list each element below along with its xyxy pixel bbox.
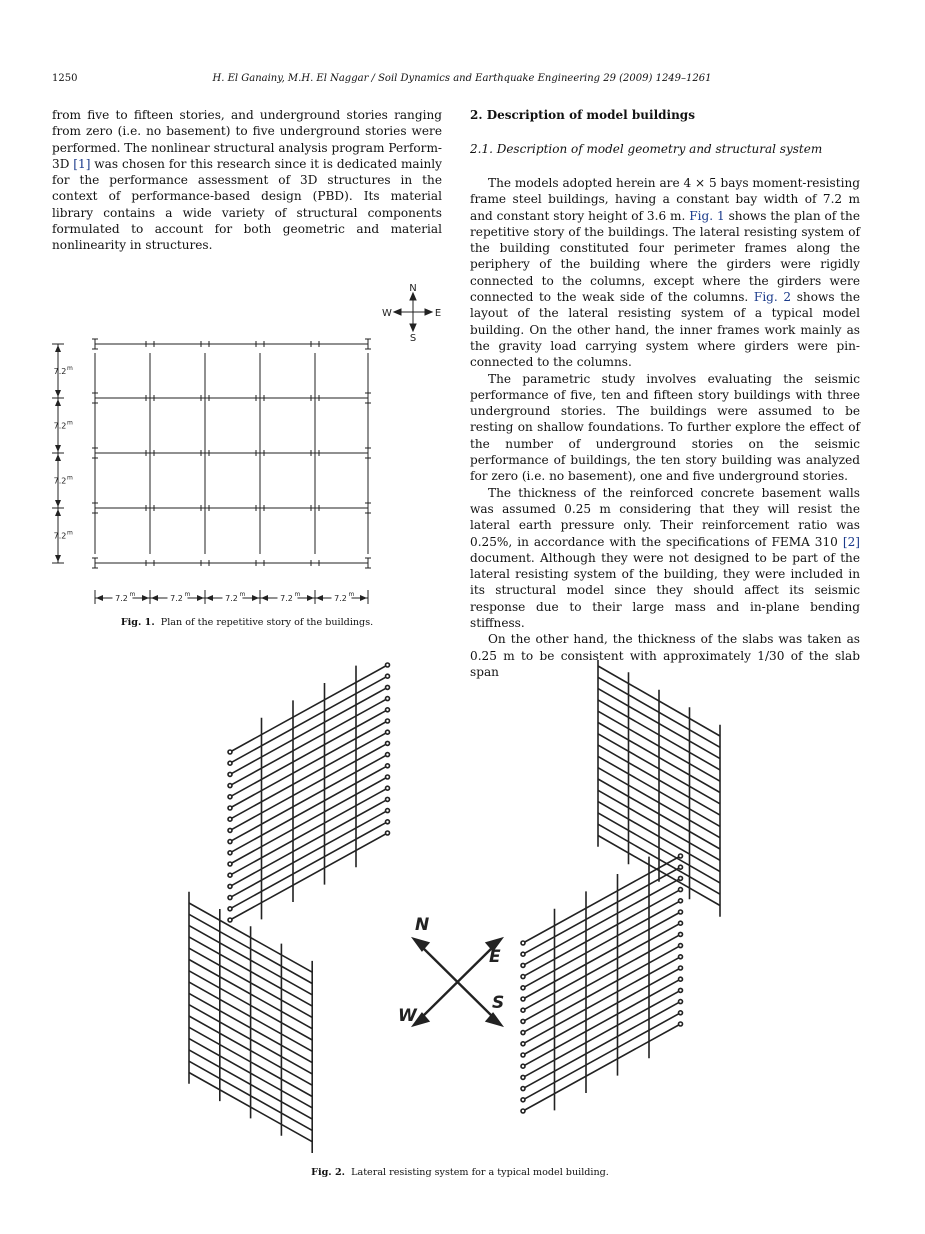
pin-connection bbox=[228, 907, 232, 911]
girder-line bbox=[523, 979, 681, 1066]
pin-connection bbox=[228, 828, 232, 832]
pin-connection bbox=[679, 932, 683, 936]
girder-line bbox=[523, 923, 681, 1010]
pin-connection bbox=[386, 697, 390, 701]
girder-line bbox=[230, 676, 388, 763]
pin-connection bbox=[386, 730, 390, 734]
pin-connection bbox=[386, 775, 390, 779]
girder-line bbox=[230, 699, 388, 786]
paragraph: The models adopted herein are 4 × 5 bays moment-resisting frame steel buildings, having a constant bay width of 7.2 m and constant story height of 3.6 m. Fig. 1 shows the plan of the repetitive story of the buildings. The lateral resisting system of the building constituted four perimeter frames along the periphery of the building where the girders were rigidly connected to the columns, except where the girders were connected to the weak side of the columns. Fig. 2 shows the layout of the lateral resisting system of a typical model building. On the other hand, the inner frames work mainly as the gravity load carrying system where girders were pin-connected to the columns. bbox=[470, 176, 860, 370]
pin-connection bbox=[386, 674, 390, 678]
pin-connection bbox=[521, 1053, 525, 1057]
pin-connection bbox=[679, 854, 683, 858]
figure1-plan bbox=[40, 280, 450, 610]
page-number: 1250 bbox=[52, 73, 78, 84]
pin-connection bbox=[228, 862, 232, 866]
compass-w: W bbox=[382, 308, 392, 319]
pin-connection bbox=[228, 817, 232, 821]
compass-w: W bbox=[398, 1006, 417, 1026]
figure2-frames bbox=[170, 660, 750, 1160]
dim-label: 7.2 bbox=[170, 594, 183, 603]
girder-line bbox=[230, 811, 388, 898]
pin-connection bbox=[521, 1064, 525, 1068]
pin-connection bbox=[386, 685, 390, 689]
pin-connection bbox=[679, 1011, 683, 1015]
figure1-compass bbox=[382, 283, 441, 344]
pin-connection bbox=[228, 884, 232, 888]
section-heading: 2. Description of model buildings bbox=[470, 108, 695, 122]
journal-line: H. El Ganainy, M.H. El Naggar / Soil Dynamics and Earthquake Engineering 29 (2009) 1249–1261 bbox=[212, 73, 712, 84]
girder-line bbox=[230, 665, 388, 752]
pin-connection bbox=[228, 873, 232, 877]
paragraph: The parametric study involves evaluating the seismic performance of five, ten and fifteen story buildings with three underground stories. The buildings were assumed to be resting on shallow foundations. To further explore the effect of the number of underground stories on the seismic performance of buildings, the ten story building was analyzed for zero (i.e. no basement), one and five underground stories. bbox=[470, 371, 860, 484]
left-paragraph: from five to fifteen stories, and underground stories ranging from zero (i.e. no basement) to five underground stories were performed. The nonlinear structural analysis program Perform-3D [1] was chosen for this research since it is dedicated mainly for the performance assessment of 3D structures in the context of performance-based design (PBD). Its material library contains a wide variety of structural components formulated to account for both geometric and material nonlinearity in structures. bbox=[52, 108, 442, 253]
girder-line bbox=[230, 755, 388, 842]
compass-n: N bbox=[409, 283, 417, 294]
dim-mark: m bbox=[67, 529, 73, 537]
pin-connection bbox=[521, 963, 525, 967]
girder-line bbox=[230, 710, 388, 797]
pin-connection bbox=[679, 988, 683, 992]
pin-connection bbox=[679, 910, 683, 914]
pin-connection bbox=[386, 663, 390, 667]
pin-connection bbox=[386, 786, 390, 790]
pin-connection bbox=[228, 784, 232, 788]
girder-line bbox=[523, 946, 681, 1033]
dim-label: 7.2 bbox=[115, 594, 128, 603]
north-arrow-icon bbox=[410, 293, 416, 300]
pin-connection bbox=[228, 851, 232, 855]
pin-connection bbox=[679, 977, 683, 981]
girder-line bbox=[230, 721, 388, 808]
dim-label: 7.2 bbox=[53, 421, 67, 431]
girder-line bbox=[523, 957, 681, 1044]
pin-connection bbox=[228, 806, 232, 810]
pin-connection bbox=[521, 1087, 525, 1091]
pin-connection bbox=[386, 719, 390, 723]
dim-mark: m bbox=[67, 474, 73, 482]
reference-link[interactable]: [1] bbox=[73, 156, 91, 171]
pin-connection bbox=[521, 1019, 525, 1023]
pin-connection bbox=[521, 975, 525, 979]
figure2-caption: Fig. 2. Lateral resisting system for a typical model building. bbox=[311, 1167, 609, 1178]
plan-dimensions bbox=[52, 344, 368, 604]
girder-line bbox=[230, 799, 388, 886]
fig1-link[interactable]: Fig. 1 bbox=[689, 208, 725, 223]
dim-mark: m bbox=[67, 365, 73, 372]
girder-line bbox=[230, 766, 388, 853]
fig2-link[interactable]: Fig. 2 bbox=[753, 290, 792, 305]
frame-south-west bbox=[189, 892, 312, 1153]
pin-connection bbox=[679, 955, 683, 959]
compass-s: S bbox=[492, 993, 505, 1013]
pin-connection bbox=[386, 820, 390, 824]
frame-south-east bbox=[521, 854, 683, 1113]
paragraph: The thickness of the reinforced concrete basement walls was assumed 0.25 m considering that they will resist the lateral earth pressure only. Their reinforcement ratio was 0.25%, in accordance with the specifications of FEMA 310 [2] document. Although they were not designed to be part of the lateral resisting system of the building, they were included in its structural model since they should affect its seismic response due to their large mass and in-plane bending stiffness. bbox=[470, 485, 860, 631]
dim-label: 7.2 bbox=[53, 476, 67, 486]
pin-connection bbox=[679, 944, 683, 948]
pin-connection bbox=[679, 899, 683, 903]
dim-mark: m bbox=[294, 591, 301, 598]
girder-line bbox=[523, 1024, 681, 1111]
pin-connection bbox=[521, 986, 525, 990]
dim-label: 7.2 bbox=[53, 367, 67, 376]
compass-e: E bbox=[434, 308, 442, 319]
pin-connection bbox=[521, 997, 525, 1001]
subsection-heading: 2.1. Description of model geometry and structural system bbox=[470, 142, 823, 156]
dim-mark: m bbox=[239, 591, 246, 598]
dim-mark: m bbox=[129, 591, 136, 598]
frame-north-west bbox=[228, 663, 390, 922]
paragraph: On the other hand, the thickness of the slabs was taken as 0.25 m to be consistent with approximately 1/30 of the slab span bbox=[470, 632, 860, 679]
pin-connection bbox=[228, 750, 232, 754]
pin-connection bbox=[679, 888, 683, 892]
compass-n: N bbox=[415, 915, 430, 935]
pin-connection bbox=[386, 797, 390, 801]
pin-connection bbox=[679, 921, 683, 925]
pin-connection bbox=[679, 1022, 683, 1026]
plan-grid bbox=[92, 339, 371, 568]
compass-s: S bbox=[409, 333, 417, 344]
girder-line bbox=[523, 901, 681, 988]
girder-line bbox=[523, 968, 681, 1055]
girder-line bbox=[523, 934, 681, 1021]
girder-line bbox=[230, 687, 388, 774]
girder-line bbox=[523, 1002, 681, 1089]
dim-mark: m bbox=[67, 419, 73, 427]
figure2-compass bbox=[398, 915, 504, 1026]
pin-connection bbox=[386, 753, 390, 757]
pin-connection bbox=[679, 876, 683, 880]
pin-connection bbox=[228, 795, 232, 799]
girder-line bbox=[230, 743, 388, 830]
girder-line bbox=[230, 788, 388, 875]
dim-mark: m bbox=[348, 591, 355, 598]
girder-line bbox=[230, 822, 388, 909]
pin-connection bbox=[228, 772, 232, 776]
pin-connection bbox=[679, 1000, 683, 1004]
pin-connection bbox=[386, 831, 390, 835]
dim-mark: m bbox=[184, 591, 191, 598]
pin-connection bbox=[679, 966, 683, 970]
dim-label: 7.2 bbox=[53, 531, 67, 541]
pin-connection bbox=[228, 840, 232, 844]
pin-connection bbox=[386, 741, 390, 745]
figure1-caption: Fig. 1. Plan of the repetitive story of the buildings. bbox=[120, 617, 374, 628]
girder-line bbox=[523, 878, 681, 965]
pin-connection bbox=[521, 1098, 525, 1102]
pin-connection bbox=[521, 941, 525, 945]
north-arrow-icon bbox=[414, 939, 428, 950]
reference-link[interactable]: [2] bbox=[842, 534, 860, 549]
pin-connection bbox=[228, 918, 232, 922]
girder-line bbox=[230, 833, 388, 920]
pin-connection bbox=[679, 865, 683, 869]
girder-line bbox=[523, 1013, 681, 1100]
girder-line bbox=[523, 990, 681, 1077]
pin-connection bbox=[386, 708, 390, 712]
girder-line bbox=[523, 867, 681, 954]
girder-line bbox=[523, 912, 681, 999]
pin-connection bbox=[228, 896, 232, 900]
right-column bbox=[470, 107, 860, 680]
girder-line bbox=[523, 856, 681, 943]
pin-connection bbox=[521, 952, 525, 956]
pin-connection bbox=[521, 1031, 525, 1035]
dim-label: 7.2 bbox=[334, 594, 347, 603]
pin-connection bbox=[521, 1042, 525, 1046]
pin-connection bbox=[386, 809, 390, 813]
pin-connection bbox=[386, 764, 390, 768]
pin-connection bbox=[521, 1075, 525, 1079]
dim-label: 7.2 bbox=[225, 594, 238, 603]
girder-line bbox=[230, 777, 388, 864]
girder-line bbox=[523, 890, 681, 977]
pin-connection bbox=[228, 761, 232, 765]
girder-line bbox=[230, 732, 388, 819]
pin-connection bbox=[521, 1008, 525, 1012]
dim-label: 7.2 bbox=[280, 594, 293, 603]
left-column bbox=[52, 107, 442, 254]
pin-connection bbox=[521, 1109, 525, 1113]
compass-e: E bbox=[489, 947, 501, 967]
